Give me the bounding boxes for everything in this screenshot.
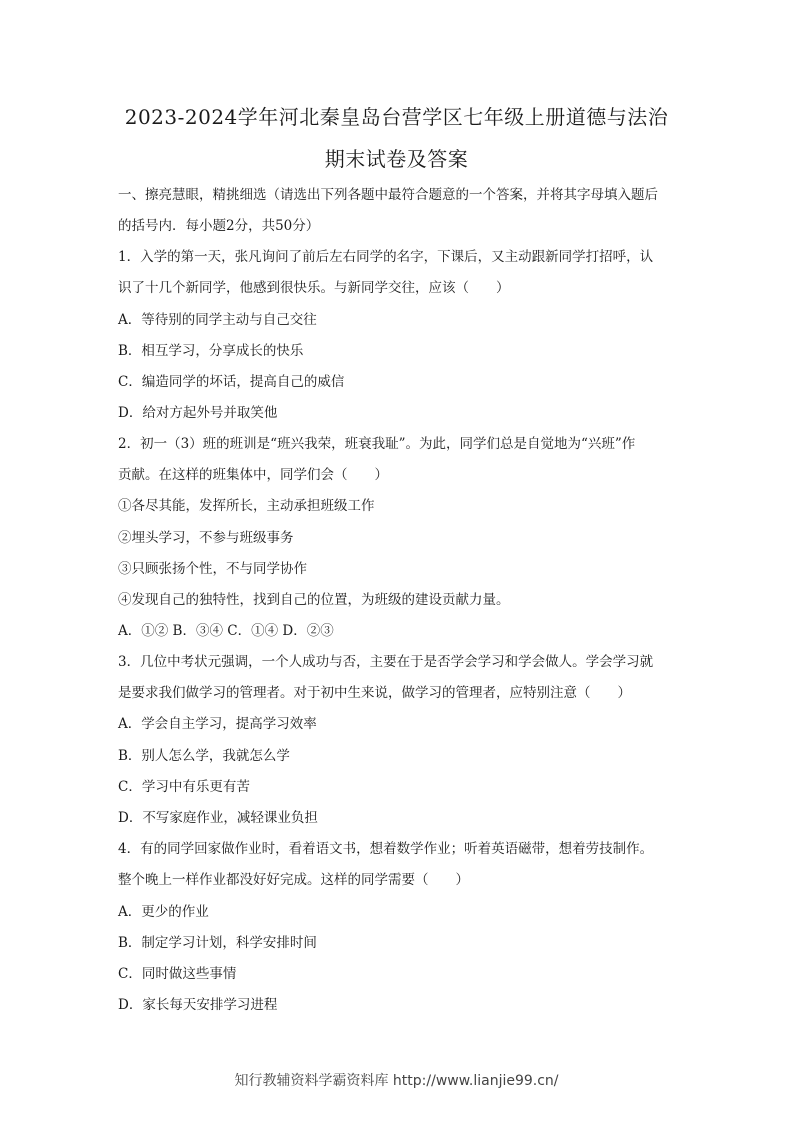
question-2-options: A．①② B．③④ C．①④ D．②③	[118, 623, 334, 639]
question-1-option-c: C．编造同学的坏话，提高自己的威信	[118, 374, 345, 390]
question-2-item-1: ①各尽其能，发挥所长，主动承担班级工作	[118, 498, 375, 514]
question-3-option-a: A．学会自主学习，提高学习效率	[118, 716, 317, 732]
page-subtitle: 期末试卷及答案	[324, 147, 469, 171]
question-1-stem-cont: 识了十几个新同学，他感到很快乐。与新同学交往，应该（ ）	[118, 280, 510, 296]
question-4-stem-cont: 整个晚上一样作业都没好好完成。这样的同学需要（ ）	[118, 872, 469, 888]
question-1-option-d: D．给对方起外号并取笑他	[118, 405, 278, 421]
question-2-stem-cont: 贡献。在这样的班集体中，同学们会（ ）	[118, 467, 388, 483]
question-3-option-b: B．别人怎么学，我就怎么学	[118, 748, 290, 764]
question-2-item-4: ④发现自己的独特性，找到自己的位置，为班级的建设贡献力量。	[118, 592, 510, 608]
question-2-item-2: ②埋头学习，不参与班级事务	[118, 530, 294, 546]
question-1-option-b: B．相互学习，分享成长的快乐	[118, 343, 304, 359]
page-title: 2023-2024学年河北秦皇岛台营学区七年级上册道德与法治	[124, 105, 669, 129]
question-4-option-b: B．制定学习计划，科学安排时间	[118, 935, 317, 951]
section-heading: 一、擦亮慧眼，精挑细选（请选出下列各题中最符合题意的一个答案，并将其字母填入题后	[118, 187, 658, 203]
footer-watermark: 知行教辅资料学霸资料库 http://www.lianjie99.cn/	[234, 1073, 559, 1089]
question-1-option-a: A．等待别的同学主动与自己交往	[118, 312, 317, 328]
question-4-stem: 4．有的同学回家做作业时，看着语文书，想着数学作业；听着英语磁带，想着劳技制作。	[118, 841, 654, 857]
question-3-stem-cont: 是要求我们做学习的管理者。对于初中生来说，做学习的管理者，应特别注意（ ）	[118, 685, 631, 701]
section-heading-cont: 的括号内．每小题2分，共50分）	[118, 218, 320, 234]
question-2-item-3: ③只顾张扬个性，不与同学协作	[118, 561, 307, 577]
question-3-option-d: D．不写家庭作业，减轻课业负担	[118, 810, 318, 826]
question-4-option-d: D．家长每天安排学习进程	[118, 997, 278, 1013]
question-2-stem: 2．初一（3）班的班训是“班兴我荣，班衰我耻”。为此，同学们总是自觉地为“兴班”作	[118, 436, 636, 452]
question-4-option-a: A．更少的作业	[118, 904, 209, 920]
question-3-option-c: C．学习中有乐更有苦	[118, 779, 250, 795]
question-1-stem: 1．入学的第一天，张凡询问了前后左右同学的名字，下课后，又主动跟新同学打招呼，认	[118, 249, 654, 265]
question-3-stem: 3．几位中考状元强调，一个人成功与否，主要在于是否学会学习和学会做人。学会学习就	[118, 654, 654, 670]
question-4-option-c: C．同时做这些事情	[118, 966, 237, 982]
